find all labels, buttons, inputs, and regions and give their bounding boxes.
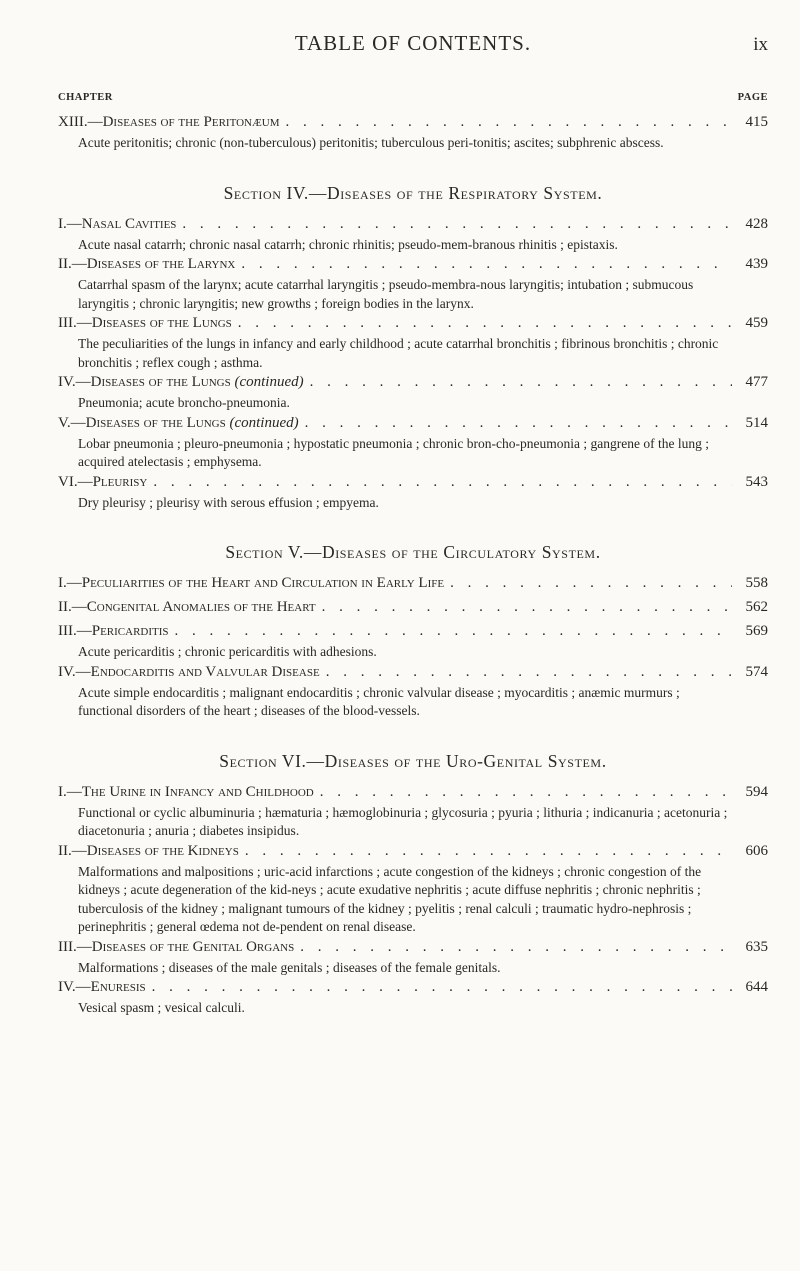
toc-entry[interactable] <box>58 937 768 978</box>
toc-entry-title <box>58 937 294 957</box>
toc-entry-heading <box>58 937 768 957</box>
toc-entry-title <box>58 597 316 617</box>
chapter-number: IV.— <box>58 374 91 390</box>
toc-entry[interactable] <box>58 977 768 1018</box>
page-number: 644 <box>745 979 768 995</box>
dot-leader <box>235 254 732 274</box>
chapter-number: XIII.— <box>58 114 103 130</box>
chapter-summary: Pneumonia; acute broncho-pneumonia. <box>78 395 290 410</box>
toc-entry-title <box>58 841 239 861</box>
chapter-number: I.— <box>58 783 82 800</box>
toc-entry-heading <box>58 621 768 641</box>
toc-entry-title <box>58 214 176 234</box>
chapter-column-label: CHAPTER <box>58 92 113 103</box>
toc-entry[interactable] <box>58 662 768 721</box>
toc-entry-title <box>58 254 235 274</box>
chapter-title: Congenital Anomalies of the Heart <box>86 599 316 615</box>
toc-entry[interactable] <box>58 112 768 153</box>
toc-entry[interactable] <box>58 472 768 513</box>
dot-leader <box>147 472 732 492</box>
chapter-number: I.— <box>58 215 82 232</box>
chapter-title: Enuresis <box>90 979 146 995</box>
toc-entry[interactable] <box>58 782 768 841</box>
chapter-number: V.— <box>58 414 86 431</box>
page-number: 428 <box>745 215 768 232</box>
toc-entry-title <box>58 662 320 682</box>
chapter-title: Diseases of the Lungs <box>85 414 226 431</box>
page-number: 562 <box>745 599 768 615</box>
chapter-summary: Malformations ; diseases of the male genitals ; diseases of the female genitals. <box>78 959 501 975</box>
dot-leader <box>316 597 732 617</box>
toc-entry[interactable] <box>58 372 768 413</box>
toc-entry-heading <box>58 214 768 234</box>
chapter-number: II.— <box>58 599 87 615</box>
chapter-title: Nasal Cavities <box>81 215 177 232</box>
section-heading: Section VI.—Diseases of the Uro-Genital System. <box>219 750 607 771</box>
toc-entry[interactable] <box>58 413 768 472</box>
column-headers <box>58 92 768 112</box>
dot-leader <box>299 413 732 433</box>
chapter-summary: Dry pleurisy ; pleurisy with serous effusion ; empyema. <box>78 494 379 510</box>
chapter-title: Diseases of the Kidneys <box>86 842 239 859</box>
toc-entry[interactable] <box>58 597 768 621</box>
toc-entry-title <box>58 573 444 593</box>
page-number: 574 <box>745 663 768 680</box>
chapter-summary: Acute peritonitis; chronic (non-tuberculous) peritonitis; tuberculous peri-tonitis; ascites; subphrenic abscess. <box>78 135 664 150</box>
toc-entry-title <box>58 977 146 997</box>
toc-entry-heading <box>58 662 768 682</box>
chapter-summary: The peculiarities of the lungs in infancy and early childhood ; acute catarrhal bronchitis ; fibrinous bronchitis ; chronic bronchitis ; reflex cough ; asthma. <box>78 336 719 370</box>
page-number: 635 <box>745 938 768 955</box>
chapter-number: II.— <box>58 256 87 272</box>
page-folio: ix <box>753 34 768 55</box>
toc-entry-title <box>58 782 314 802</box>
dot-leader <box>176 214 732 234</box>
chapter-title: Peculiarities of the Heart and Circulation in Early Life <box>81 575 445 591</box>
chapter-summary: Lobar pneumonia ; pleuro-pneumonia ; hypostatic pneumonia ; chronic bron-cho-pneumonia ; gangrene of the lung ; acquired atelectasis ; emphysema. <box>78 435 709 469</box>
toc-entry-heading <box>58 372 768 392</box>
toc-entry-heading <box>58 573 768 593</box>
chapter-summary: Acute simple endocarditis ; malignant endocarditis ; chronic valvular disease ; myocarditis ; anæmic murmurs ; functional disorders of the heart ; diseases of the blood-vessels. <box>78 684 680 718</box>
toc-entry-title <box>58 112 279 132</box>
page-number: 459 <box>745 315 768 331</box>
section-heading: Section V.—Diseases of the Circulatory System. <box>225 542 601 562</box>
chapter-number: III.— <box>58 315 92 331</box>
chapter-summary: Malformations and malpositions ; uric-acid infarctions ; acute congestion of the kidneys ; chronic congestion of the kidneys ; acute degeneration of the kid-neys ; acute exudative nephritis ; acute diffuse nephritis ; chronic nephritis ; tuberculosis of the kidney ; malignant tumours of the kidney ; pyelitis ; renal calculi ; traumatic hydro-nephrosis ; perinephritis ; general œdema not de-pendent on renal disease. <box>78 863 702 934</box>
chapter-number: IV.— <box>58 663 91 680</box>
section-heading: Section IV.—Diseases of the Respiratory System. <box>223 182 603 203</box>
toc-entry[interactable] <box>58 621 768 662</box>
page-number: 606 <box>745 842 768 859</box>
dot-leader <box>320 662 732 682</box>
dot-leader <box>294 937 732 957</box>
chapter-number: I.— <box>58 575 82 591</box>
chapter-title: Diseases of the Lungs <box>90 374 231 390</box>
dot-leader <box>239 841 732 861</box>
chapter-title: The Urine in Infancy and Childhood <box>81 783 314 800</box>
dot-leader <box>314 782 732 802</box>
continued-note: (continued) <box>229 414 299 431</box>
chapter-number: III.— <box>58 623 92 639</box>
dot-leader <box>444 573 732 593</box>
page-number: 569 <box>745 623 768 639</box>
page-number: 415 <box>745 114 768 130</box>
toc-entry-title <box>58 313 232 333</box>
continued-note: (continued) <box>234 374 304 390</box>
chapter-title: Diseases of the Peritonæum <box>102 114 280 130</box>
chapter-summary: Acute nasal catarrh; chronic nasal catarrh; chronic rhinitis; pseudo-mem-branous rhinitis ; epistaxis. <box>78 236 618 252</box>
toc-entry[interactable] <box>58 573 768 597</box>
toc-entry-title <box>58 413 299 433</box>
chapter-summary: Catarrhal spasm of the larynx; acute catarrhal laryngitis ; pseudo-membra-nous laryngitis; intubation ; submucous laryngitis ; chronic laryngitis; new growths ; foreign bodies in the larynx. <box>78 277 694 311</box>
toc-page <box>58 0 768 1018</box>
chapter-summary: Functional or cyclic albuminuria ; hæmaturia ; hæmoglobinuria ; glycosuria ; pyuria ; lithuria ; indicanuria ; acetonuria ; diacetonuria ; anuria ; diabetes insipidus. <box>78 804 728 838</box>
page-number: 477 <box>745 374 768 390</box>
toc-entry[interactable] <box>58 214 768 255</box>
chapter-title: Diseases of the Larynx <box>86 256 236 272</box>
toc-entry[interactable] <box>58 254 768 313</box>
chapter-summary: Vesical spasm ; vesical calculi. <box>78 1000 245 1015</box>
dot-leader <box>304 372 732 392</box>
toc-entry[interactable] <box>58 313 768 372</box>
page-number: 514 <box>745 414 768 431</box>
toc-entry-heading <box>58 313 768 333</box>
toc-entry-title <box>58 372 304 392</box>
toc-entry-heading <box>58 472 768 492</box>
dot-leader <box>279 112 732 132</box>
chapter-number: II.— <box>58 842 87 859</box>
chapter-title: Endocarditis and Valvular Disease <box>90 663 320 680</box>
page-number: 439 <box>745 256 768 272</box>
page-number: 594 <box>745 783 768 800</box>
page-number: 543 <box>745 473 768 490</box>
chapter-title: Pleurisy <box>92 473 148 490</box>
chapter-title: Diseases of the Genital Organs <box>91 938 295 955</box>
chapter-number: IV.— <box>58 979 91 995</box>
toc-entry-heading <box>58 254 768 274</box>
chapter-summary: Acute pericarditis ; chronic pericarditis with adhesions. <box>78 644 377 659</box>
toc-entry-heading <box>58 782 768 802</box>
toc-entry-heading <box>58 977 768 997</box>
chapter-number: III.— <box>58 938 92 955</box>
page-column-label: PAGE <box>737 92 768 103</box>
toc-entry-heading <box>58 112 768 132</box>
toc-entry-heading <box>58 841 768 861</box>
dot-leader <box>169 621 732 641</box>
chapter-title: Pericarditis <box>91 623 169 639</box>
chapter-title: Diseases of the Lungs <box>91 315 232 331</box>
toc-entry[interactable] <box>58 841 768 937</box>
page-title: TABLE OF CONTENTS. <box>294 31 532 55</box>
dot-leader <box>232 313 732 333</box>
toc-entry-heading <box>58 413 768 433</box>
page-number: 558 <box>745 575 768 591</box>
toc-entry-heading <box>58 597 768 617</box>
toc-entry-title <box>58 472 147 492</box>
running-head <box>58 0 768 60</box>
chapter-number: VI.— <box>58 473 93 490</box>
toc-body <box>58 112 768 1018</box>
toc-entry-title <box>58 621 169 641</box>
dot-leader <box>146 977 732 997</box>
